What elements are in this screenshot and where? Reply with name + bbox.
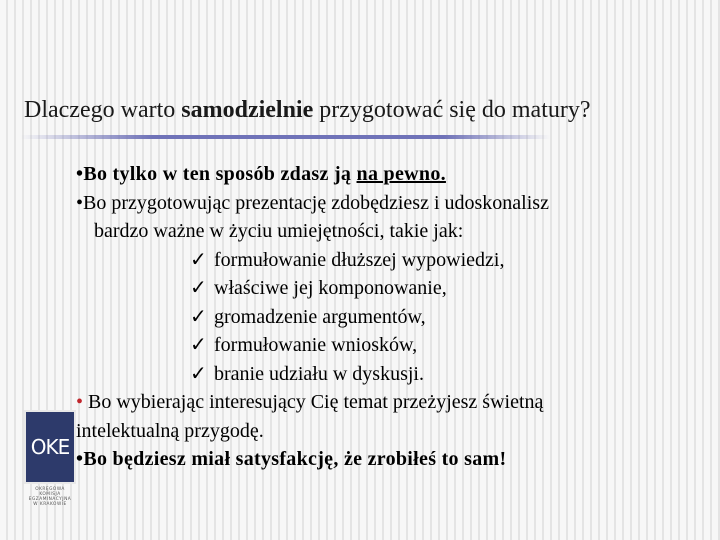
bullet-dot: • — [76, 191, 84, 214]
bullet-dot: • — [76, 391, 84, 413]
oke-logo-mark: OKE — [24, 410, 76, 484]
oke-logo — [24, 410, 76, 508]
bullet-2 — [76, 189, 676, 218]
checklist-item — [76, 331, 676, 360]
checkmark-icon: ✓ — [190, 248, 207, 271]
oke-logo-caption-line: OKRĘGOWA — [35, 487, 65, 492]
checkmark-icon: ✓ — [190, 334, 207, 356]
checkmark-icon: ✓ — [190, 362, 207, 385]
bullet-1-underlined: na pewno. — [356, 163, 446, 185]
checklist-item — [76, 274, 676, 303]
bullet-2-line-1: Bo przygotowując prezentację zdobędziesz i udoskonalisz — [83, 191, 549, 214]
title-underline-rule — [20, 135, 550, 139]
checkmark-icon: ✓ — [190, 277, 207, 299]
oke-logo-caption-line: W KRAKOWIE — [33, 502, 67, 507]
checklist-item-text: formułowanie dłuższej wypowiedzi, — [214, 248, 505, 271]
title-text-pre: Dlaczego warto — [24, 97, 182, 123]
title-text-post: przygotować się do matury? — [313, 97, 591, 123]
bullet-1 — [76, 160, 676, 189]
slide-content — [76, 160, 676, 474]
bullet-3 — [76, 388, 676, 417]
bullet-dot: • — [76, 163, 84, 185]
bullet-dot: • — [76, 448, 84, 470]
checklist-item — [76, 246, 676, 275]
checklist-item — [76, 303, 676, 332]
bullet-2-line-2: bardzo ważne w życiu umiejętności, takie jak: — [94, 220, 464, 242]
oke-logo-caption — [24, 487, 76, 507]
checklist-item-text: właściwe jej komponowanie, — [214, 277, 447, 299]
bullet-3-line-2: intelektualną przygodę. — [76, 419, 264, 442]
oke-logo-caption-line: EGZAMINACYJNA — [28, 497, 72, 502]
checkmark-icon: ✓ — [190, 305, 207, 328]
bullet-1-text: Bo tylko w ten sposób zdasz ją — [83, 163, 357, 185]
bullet-3-line-1: Bo wybierając interesujący Cię temat przeżyjesz świetną — [83, 391, 544, 413]
title-text-strong: samodzielnie — [181, 97, 314, 123]
bullet-4-text: Bo będziesz miał satysfakcję, że zrobiłeś to sam! — [83, 448, 507, 470]
checklist-item-text: formułowanie wniosków, — [214, 334, 418, 356]
slide-title — [24, 95, 704, 125]
checklist-item-text: gromadzenie argumentów, — [214, 305, 426, 328]
checklist-item-text: branie udziału w dyskusji. — [214, 362, 424, 385]
checklist-item — [76, 360, 676, 389]
bullet-4 — [76, 445, 676, 474]
oke-logo-caption-line: KOMISJA — [39, 492, 61, 497]
